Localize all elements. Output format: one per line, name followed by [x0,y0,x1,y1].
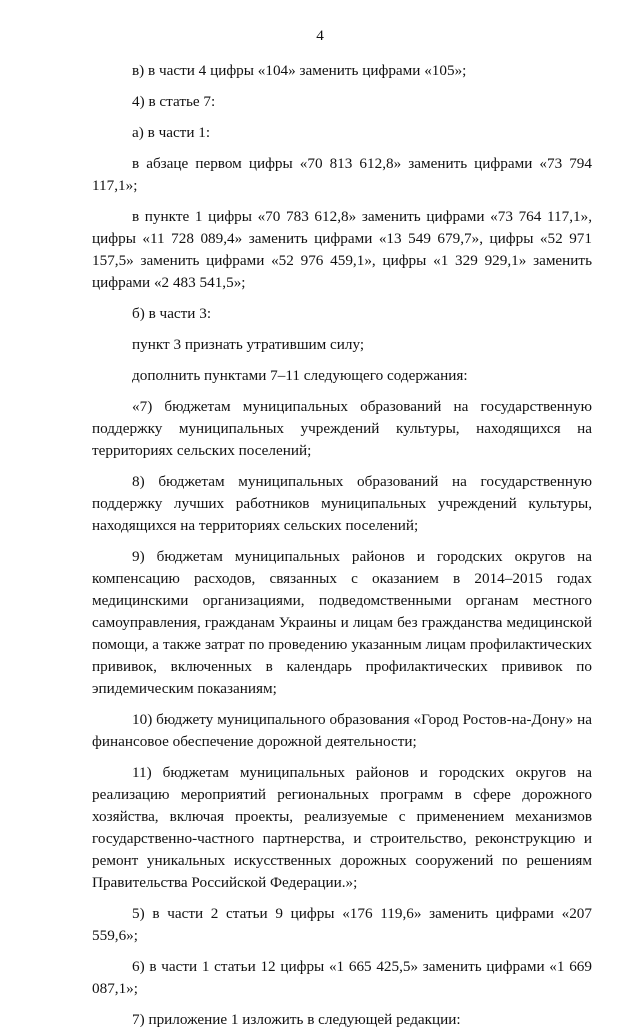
paragraph-6-article12: 6) в части 1 статьи 12 цифры «1 665 425,5» заменить цифрами «1 669 087,1»; [92,958,592,997]
paragraph-4-article7: 4) в статье 7: [132,93,216,110]
paragraph-point7: «7) бюджетам муниципальных образований на государственную поддержку муниципальных учреждений культуры, находящихся на территориях сельских поселений; [92,398,592,459]
paragraph-5-article9: 5) в части 2 статьи 9 цифры «176 119,6» заменить цифрами «207 559,6»; [92,905,592,944]
paragraph-a-part1: а) в части 1: [132,124,211,141]
paragraph-add-points: дополнить пунктами 7–11 следующего содержания: [132,367,468,384]
paragraph-b-part3: б) в части 3: [132,305,212,322]
paragraph-point11: 11) бюджетам муниципальных районов и городских округов на реализацию мероприятий региональных программ в сфере дорожного хозяйства, включая проекты, реализуемые с применением механизмов государственно-частного партнерства, и строительство, реконструкцию и ремонт уникальных искусственных дорожных сооружений по решениям Правительства Российской Федерации.»; [92,764,592,891]
paragraph-point3-void: пункт 3 признать утратившим силу; [132,336,365,353]
paragraph-point9: 9) бюджетам муниципальных районов и городских округов на компенсацию расходов, связанных с оказанием в 2014–2015 годах медицинскими организациями, подведомственными органам местного самоуправления, гражданам Украины и лицам без гражданства медицинской помощи, а также затрат по проведению указанным лицам профилактических прививок, включенных в календарь профилактических прививок по эпидемическим показаниям; [92,548,592,697]
paragraph-point8: 8) бюджетам муниципальных образований на государственную поддержку лучших работников муниципальных учреждений культуры, находящихся на территориях сельских поселений; [92,473,592,534]
paragraph-7-appendix1: 7) приложение 1 изложить в следующей редакции: [132,1011,461,1028]
paragraph-point10: 10) бюджету муниципального образования «Город Ростов-на-Дону» на финансовое обеспечение дорожной деятельности; [92,711,592,750]
paragraph-first-abzac: в абзаце первом цифры «70 813 612,8» заменить цифрами «73 794 117,1»; [92,155,592,194]
document-body [92,60,592,1031]
paragraph-point1: в пункте 1 цифры «70 783 612,8» заменить цифрами «73 764 117,1», цифры «11 728 089,4» заменить цифрами «13 549 679,7», цифры «52 971 157,5» заменить цифрами «52 976 459,1», цифры «1 329 929,1» заменить цифрами «2 483 541,5»; [92,208,592,291]
page-number: 4 [316,27,324,44]
paragraph-v-part4: в) в части 4 цифры «104» заменить цифрами «105»; [132,62,467,79]
